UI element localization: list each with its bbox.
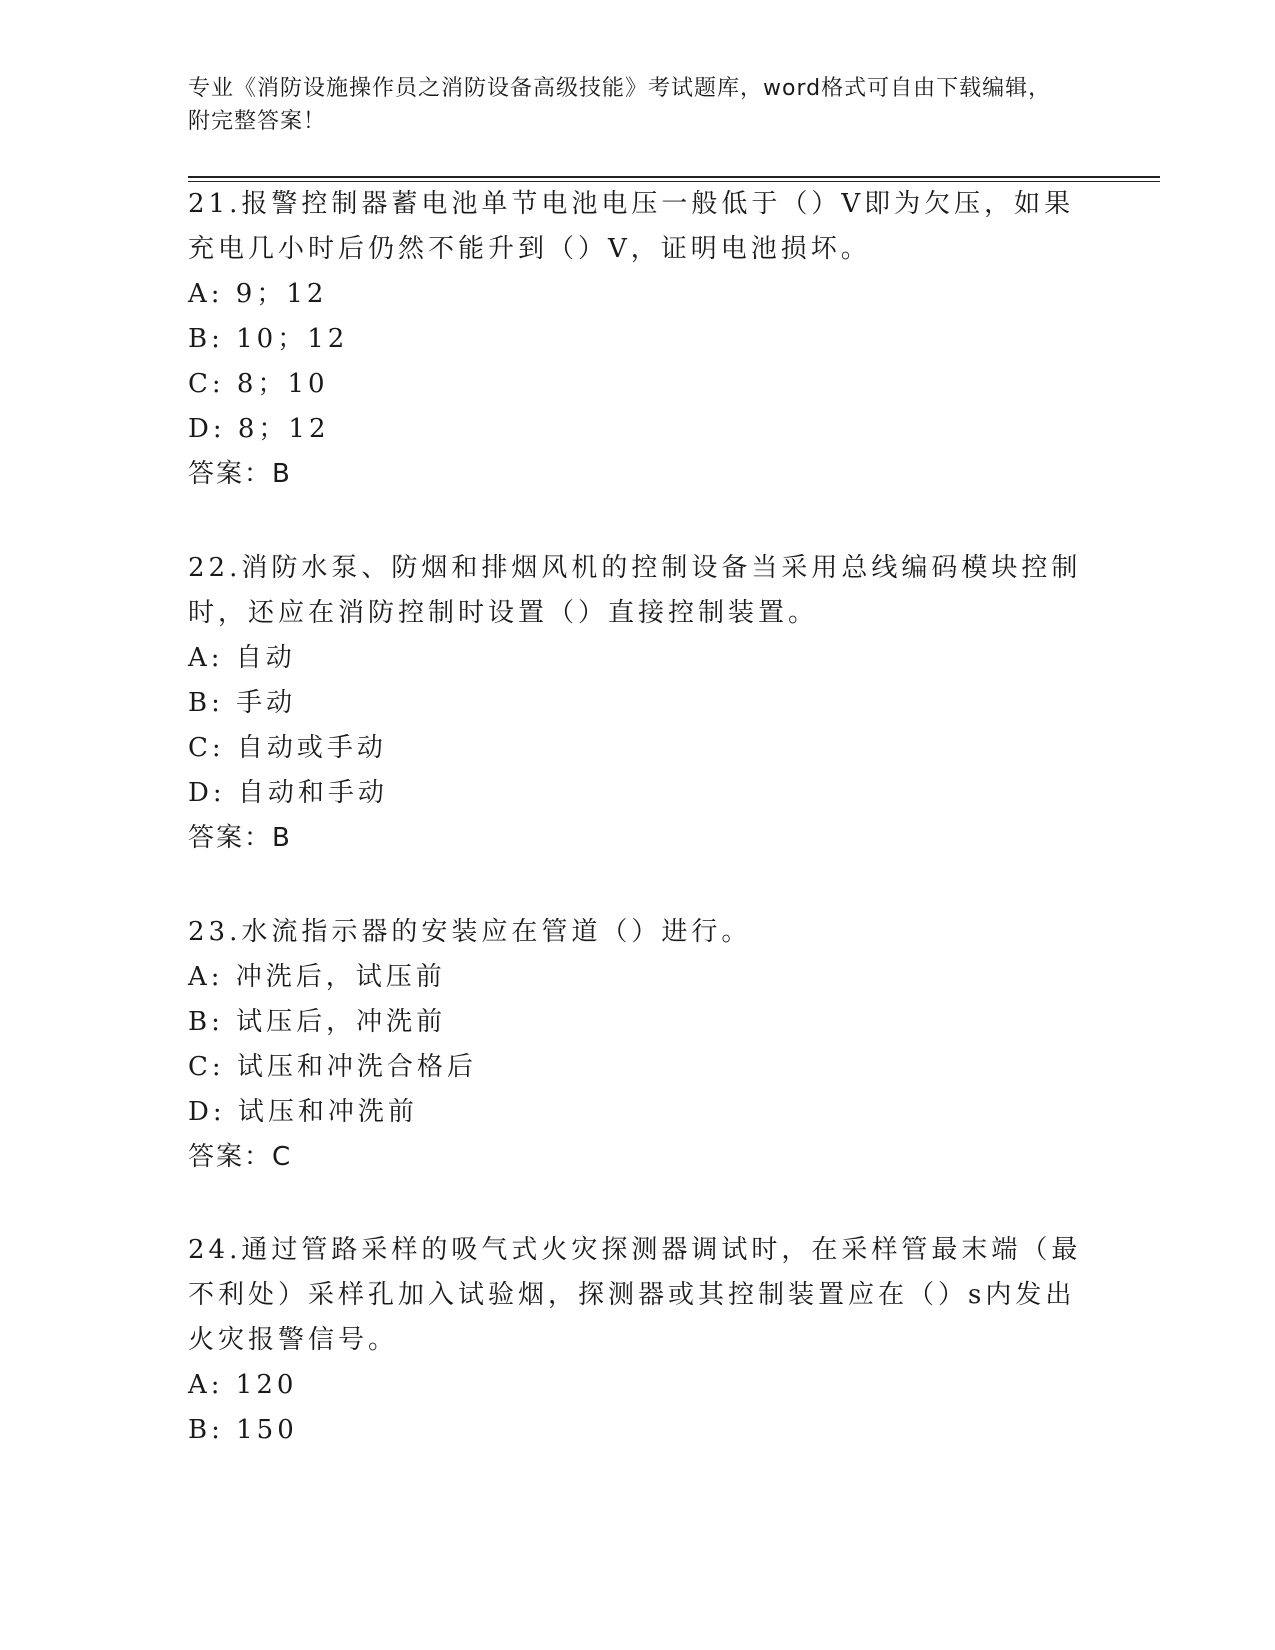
header-divider: [188, 176, 1160, 178]
option-d: D: 自动和手动: [188, 778, 388, 808]
option-b: B: 10；12: [188, 324, 349, 354]
question-text: 24.通过管路采样的吸气式火灾探测器调试时，在采样管最末端（最不利处）采样孔加入试验烟，探测器或其控制装置应在（）s内发出火灾报警信号。: [188, 1235, 1082, 1355]
question-24: [188, 1228, 1088, 1453]
question-text: 21.报警控制器蓄电池单节电池电压一般低于（）V即为欠压，如果充电几小时后仍然不能升到（）V，证明电池损坏。: [188, 189, 1075, 264]
document-header: 专业《消防设施操作员之消防设备高级技能》考试题库，word格式可自由下载编辑，附完整答案！: [188, 76, 1052, 134]
option-b: B: 试压后，冲洗前: [188, 1007, 447, 1037]
answer: 答案：B: [188, 823, 292, 853]
question-text: 22.消防水泵、防烟和排烟风机的控制设备当采用总线编码模块控制时，还应在消防控制时设置（）直接控制装置。: [188, 553, 1082, 628]
question-23: [188, 910, 1088, 1180]
question-22: [188, 546, 1088, 861]
option-a: A: 9；12: [188, 279, 328, 309]
option-d: D: 8；12: [188, 414, 330, 444]
question-text: 23.水流指示器的安装应在管道（）进行。: [188, 917, 752, 947]
answer: 答案：B: [188, 459, 292, 489]
answer: 答案：C: [188, 1142, 293, 1172]
option-a: A: 自动: [188, 643, 296, 673]
option-d: D: 试压和冲洗前: [188, 1097, 418, 1127]
option-a: A: 120: [188, 1370, 298, 1400]
question-21: [188, 182, 1088, 497]
option-c: C: 自动或手动: [188, 733, 387, 763]
option-c: C: 8；10: [188, 369, 329, 399]
option-b: B: 手动: [188, 688, 297, 718]
option-a: A: 冲洗后，试压前: [188, 962, 446, 992]
option-b: B: 150: [188, 1415, 298, 1445]
option-c: C: 试压和冲洗合格后: [188, 1052, 477, 1082]
